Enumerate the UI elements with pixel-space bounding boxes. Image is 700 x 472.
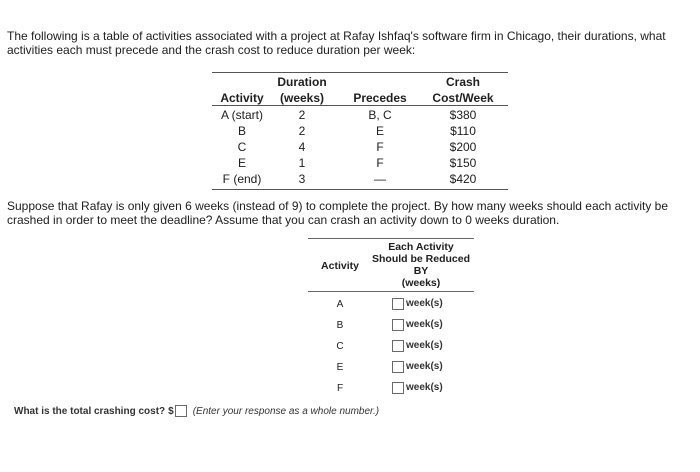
row-b-duration: 2 <box>298 124 306 138</box>
row-c-crash: $200 <box>449 140 477 154</box>
header-precedes: Precedes <box>353 91 407 105</box>
answer-table-top-rule <box>308 238 474 239</box>
total-cost-input[interactable] <box>175 405 187 417</box>
row-f-duration: 3 <box>298 172 306 186</box>
total-cost-question <box>14 405 379 417</box>
answer-row-e <box>392 359 443 374</box>
intro-text: The following is a table of activities associated with a project at Rafay Ishfaq's software firm in Chicago, their durations, what activities each must precede and the crash cost to reduce duration per week: <box>7 29 666 57</box>
header-crash-line1: Crash <box>445 75 480 89</box>
row-e-precedes: F <box>376 156 384 170</box>
row-b-crash: $110 <box>450 124 476 138</box>
answer-row-f <box>392 380 443 395</box>
crash-answer-table <box>308 238 474 396</box>
row-b-activity: B <box>237 124 246 138</box>
reduce-e-unit: week(s) <box>406 361 443 372</box>
row-f-precedes: — <box>374 172 386 186</box>
activities-table <box>212 72 508 190</box>
header-crash-line2: Cost/Week <box>432 91 494 105</box>
reduce-a-unit: week(s) <box>406 298 443 309</box>
total-cost-hint: (Enter your response as a whole number.) <box>192 405 380 417</box>
answer-header-activity: Activity <box>321 260 359 272</box>
row-b-precedes: E <box>375 124 384 138</box>
answer-row-b-activity: B <box>336 320 344 331</box>
answer-table-header-rule <box>308 291 474 292</box>
currency-symbol: $ <box>168 405 174 417</box>
header-duration-line2: (weeks) <box>279 91 325 105</box>
answer-row-b <box>392 317 443 332</box>
reduce-c-unit: week(s) <box>406 340 443 351</box>
answer-row-e-activity: E <box>336 362 344 373</box>
row-a-crash: $380 <box>449 108 477 122</box>
table-top-rule <box>212 72 508 73</box>
answer-row-c-activity: C <box>336 341 344 352</box>
total-cost-label: What is the total crashing cost? <box>14 405 166 417</box>
answer-row-c <box>392 338 443 353</box>
row-a-duration: 2 <box>298 108 306 122</box>
reduce-e-input[interactable] <box>392 361 404 373</box>
answer-row-f-activity: F <box>336 383 344 394</box>
answer-row-a <box>392 296 443 311</box>
row-e-duration: 1 <box>298 156 306 170</box>
row-a-precedes: B, C <box>368 108 392 122</box>
row-a-activity: A (start) <box>220 108 263 122</box>
reduce-f-input[interactable] <box>392 382 404 394</box>
answer-header-line2: Should be Reduced <box>371 253 470 265</box>
answer-header-line1: Each Activity <box>388 241 454 253</box>
header-activity: Activity <box>220 91 264 105</box>
row-e-activity: E <box>237 156 246 170</box>
problem-statement: Suppose that Rafay is only given 6 weeks (instead of 9) to complete the project. By how many weeks should each activity be crashed in order to meet the deadline? Assume that you can crash an activity down to 0 weeks duration. <box>7 199 669 227</box>
row-f-crash: $420 <box>449 172 477 186</box>
row-c-activity: C <box>237 140 247 154</box>
row-e-crash: $150 <box>449 156 477 170</box>
reduce-a-input[interactable] <box>392 298 404 310</box>
answer-row-a-activity: A <box>336 299 344 310</box>
row-c-precedes: F <box>376 140 384 154</box>
answer-header-line3: BY <box>413 265 429 277</box>
header-duration-line1: Duration <box>277 75 327 89</box>
row-c-duration: 4 <box>298 140 306 154</box>
reduce-c-input[interactable] <box>392 340 404 352</box>
table-header-rule <box>212 105 508 106</box>
answer-header-line4: (weeks) <box>401 277 441 289</box>
reduce-b-unit: week(s) <box>406 319 443 330</box>
reduce-b-input[interactable] <box>392 319 404 331</box>
row-f-activity: F (end) <box>222 172 262 186</box>
table-bottom-rule <box>212 189 508 190</box>
reduce-f-unit: week(s) <box>406 382 443 393</box>
